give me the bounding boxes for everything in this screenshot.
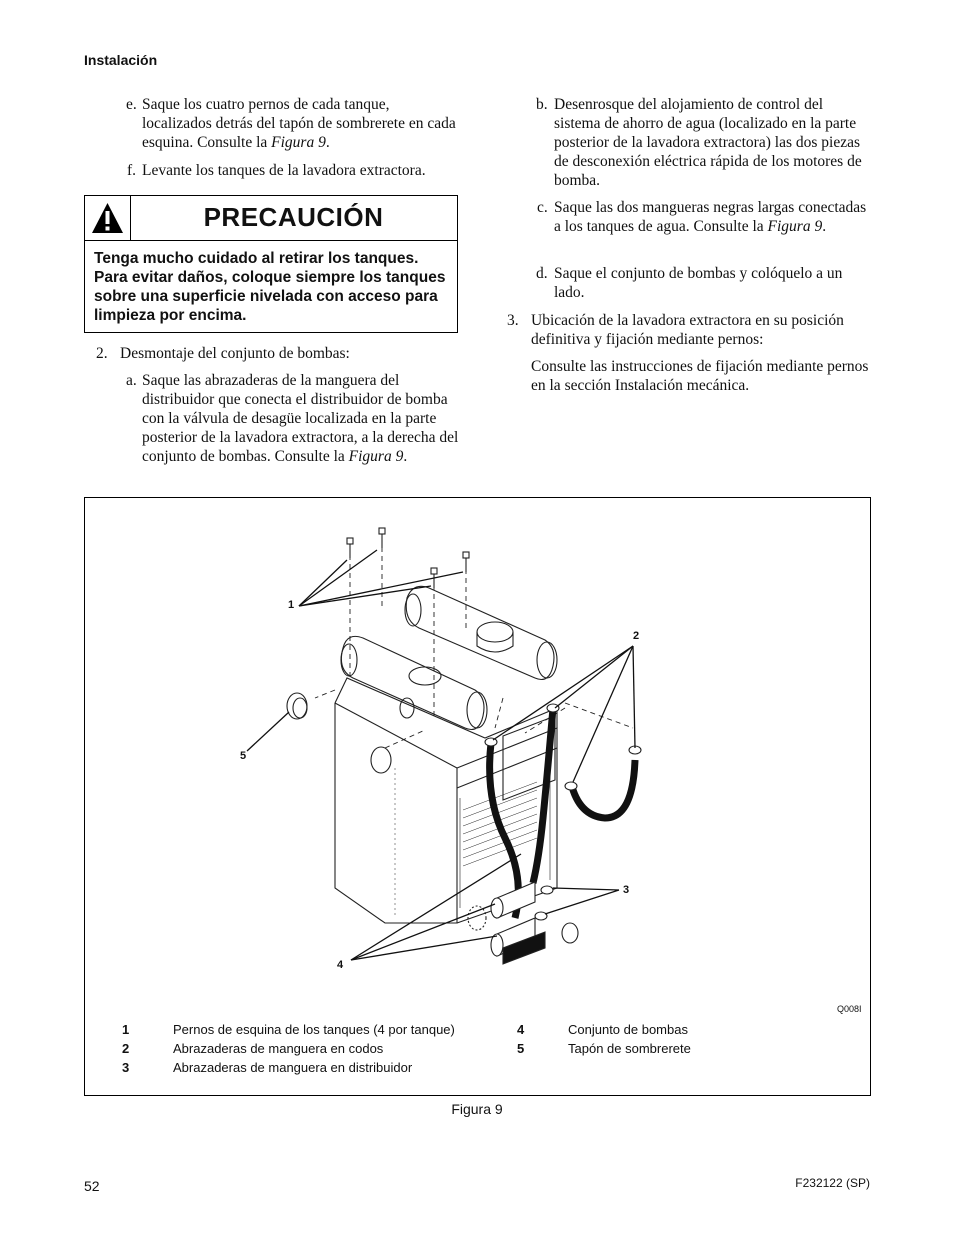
legend-text: Abrazaderas de manguera en codos — [173, 1041, 384, 1056]
step-f-text: Levante los tanques de la lavadora extractora. — [142, 162, 426, 179]
callout-4: 4 — [337, 959, 344, 971]
pump-assembly-illustration — [85, 498, 870, 1095]
step-2a-text: Saque las abrazaderas de la manguera del distribuidor que conecta el distribuidor de bomba con la válvula de desagüe localizada en la parte posterior de la lavadora extractora, a la derecha del conjunto de bombas. Consulte la Figura 9. — [142, 372, 459, 465]
figure-reference: Figura 9 — [271, 134, 326, 151]
callout-5: 5 — [240, 750, 247, 762]
caution-header — [85, 196, 457, 241]
figure-reference: Figura 9 — [767, 218, 823, 235]
step-e-label: e. — [126, 96, 137, 113]
caution-title: PRECAUCIÓN — [203, 202, 384, 232]
caution-text: Tenga mucho cuidado al retirar los tanques. Para evitar daños, coloque siempre los tanques sobre una superficie nivelada con acceso para limpieza por encima. — [94, 250, 446, 324]
legend-number: 5 — [517, 1041, 525, 1056]
step-3-label: 3. — [507, 312, 519, 329]
step-2a-label: a. — [126, 372, 137, 389]
legend-text: Tapón de sombrerete — [568, 1041, 691, 1056]
step-e-text: Saque los cuatro pernos de cada tanque, localizados detrás del tapón de sombrerete en cada esquina. Consulte la Figura 9. — [142, 96, 456, 151]
figure-code: Q008I — [837, 1004, 862, 1014]
step-f-label: f. — [127, 162, 137, 179]
figure-reference: Figura 9 — [348, 448, 404, 465]
legend-number: 2 — [122, 1041, 130, 1056]
legend-text: Conjunto de bombas — [568, 1022, 688, 1037]
callout-3: 3 — [623, 884, 630, 896]
step-b-text: Desenrosque del alojamiento de control del sistema de ahorro de agua (localizado en la parte posterior de la lavadora extractora) las dos piezas de desconexión eléctrica rápida de los motores de bomba. — [554, 96, 862, 189]
legend-number: 1 — [122, 1022, 130, 1037]
warning-triangle-icon — [85, 196, 131, 240]
figure-box — [84, 497, 871, 1096]
callout-2: 2 — [633, 630, 640, 642]
page-number: 52 — [84, 1178, 100, 1194]
step-2-text: Desmontaje del conjunto de bombas: — [120, 345, 350, 362]
document-id: F232122 (SP) — [795, 1176, 870, 1190]
section-header: Instalación — [84, 52, 158, 68]
legend-text: Pernos de esquina de los tanques (4 por tanque) — [173, 1022, 455, 1037]
step-c-label: c. — [537, 199, 548, 216]
figure-caption: Figura 9 — [451, 1101, 503, 1117]
step-c-text: Saque las dos mangueras negras largas conectadas a los tanques de agua. Consulte la Figura 9. — [554, 199, 867, 235]
step-3-note: Consulte las instrucciones de fijación mediante pernos en la sección Instalación mecánica. — [531, 358, 869, 394]
caution-box — [84, 195, 458, 333]
callout-1: 1 — [288, 599, 295, 611]
step-d-label: d. — [536, 265, 548, 282]
step-3-text: Ubicación de la lavadora extractora en su posición definitiva y fijación mediante pernos: — [531, 312, 844, 348]
step-d-text: Saque el conjunto de bombas y colóquelo a un lado. — [554, 265, 843, 301]
step-b-label: b. — [536, 96, 548, 113]
legend-number: 3 — [122, 1060, 130, 1075]
step-2-label: 2. — [96, 345, 108, 362]
legend-number: 4 — [517, 1022, 525, 1037]
legend-text: Abrazaderas de manguera en distribuidor — [173, 1060, 413, 1075]
